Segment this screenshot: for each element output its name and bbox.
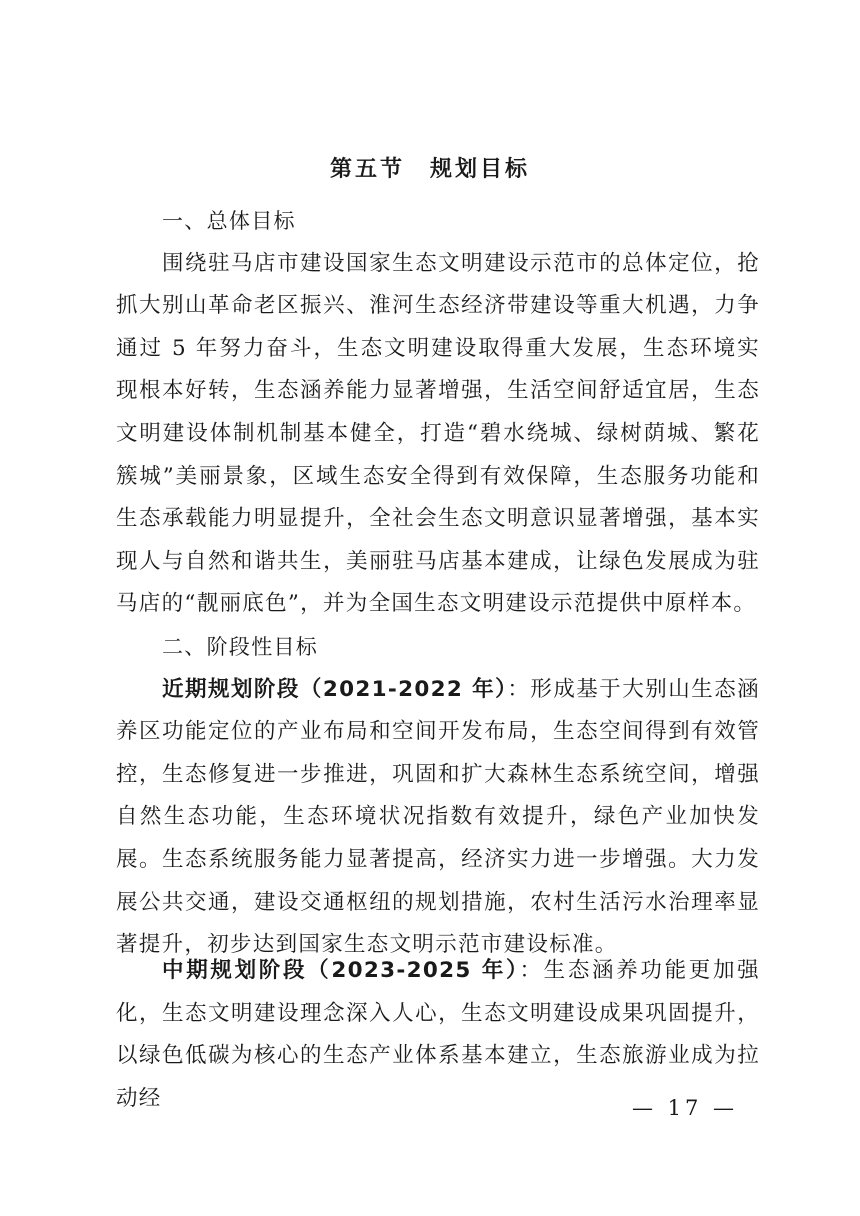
paragraph-overall-goals: 围绕驻马店市建设国家生态文明建设示范市的总体定位，抢抓大别山革命老区振兴、淮河生态经济带建设等重大机遇，力争通过 5 年努力奋斗，生态文明建设取得重大发展，生态环境实现根本好转，生态涵养能力显著增强，生活空间舒适宜居，生态文明建设体制机制基本健全，打造“碧水绕城、绿树荫城、繁花簇城”美丽景象，区域生态安全得到有效保障，生态服务功能和生态承载能力明显提升，全社会生态文明意识显著增强，基本实现人与自然和谐共生，美丽驻马店基本建成，让绿色发展成为驻马店的“靓丽底色”，并为全国生态文明建设示范提供中原样本。 [116, 250, 760, 617]
mid-term-label: 中期规划阶段（2023-2025 年） [162, 958, 520, 983]
body-text-continued [116, 950, 760, 1120]
heading-phased-goals: 二、阶段性目标 [162, 634, 319, 659]
near-term-text: ：形成基于大别山生态涵养区功能定位的产业布局和空间开发布局，生态空间得到有效管控，生态修复进一步推进，巩固和扩大森林生态系统空间，增强自然生态功能，生态环境状况指数有效提升，绿色产业加快发展。生态系统服务能力显著提高，经济实力进一步增强。大力发展公共交通，建设交通枢纽的规划措施，农村生活污水治理率显著提升，初步达到国家生态文明示范市建设标准。 [116, 676, 760, 958]
mid-term-text: ：生态涵养功能更加强化，生态文明建设理念深入人心，生态文明建设成果巩固提升，以绿色低碳为核心的生态产业体系基本建立，生态旅游业成为拉动经 [116, 958, 760, 1111]
section-title: 第五节 规划目标 [329, 157, 530, 182]
heading-overall-goals: 一、总体目标 [162, 209, 296, 233]
paragraph-mid-term [116, 950, 760, 1120]
page-number: — 17 — [631, 1096, 739, 1120]
near-term-label: 近期规划阶段（2021-2022 年） [162, 676, 508, 702]
paragraph-near-term [116, 669, 760, 967]
body-text [116, 200, 760, 967]
